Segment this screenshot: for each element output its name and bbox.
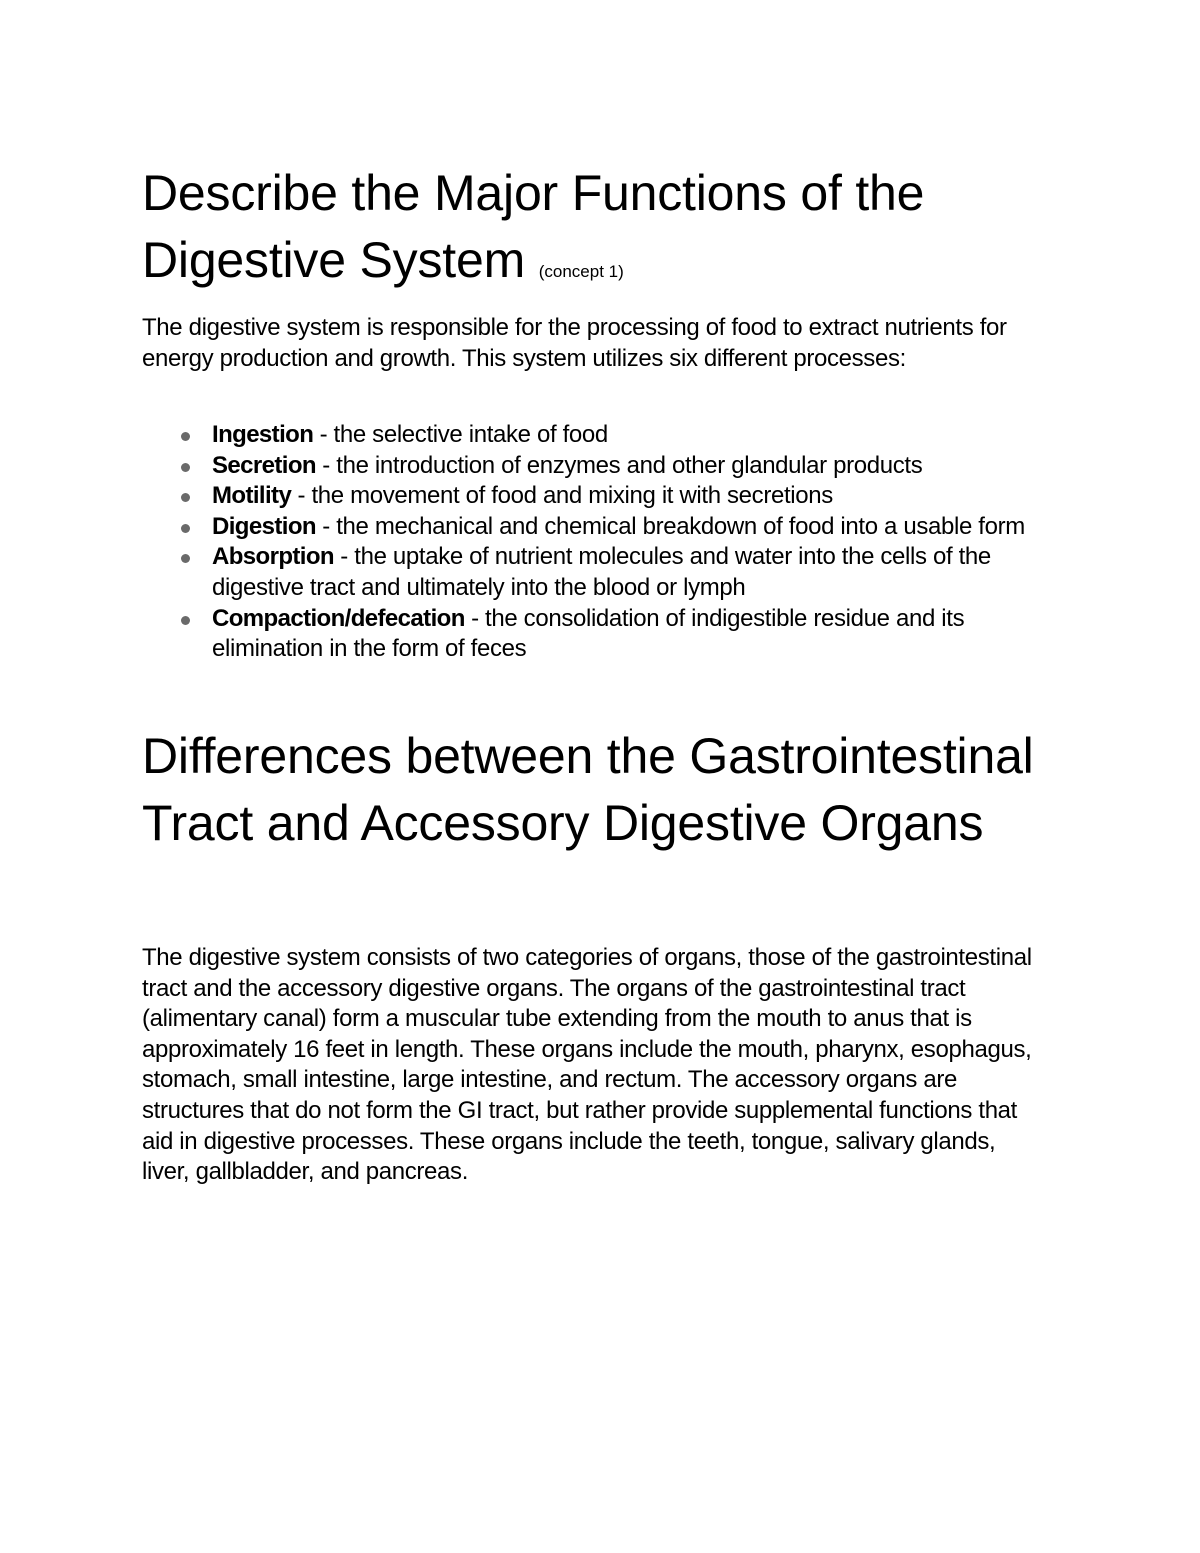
process-description: the mechanical and chemical breakdown of food into a usable form [336, 512, 1025, 540]
list-item-secretion [142, 451, 1052, 482]
bullet-icon [181, 463, 190, 472]
process-description: the consolidation of indigestible residue and its elimination in the form of feces [212, 604, 965, 663]
process-description: the uptake of nutrient molecules and water into the cells of the digestive tract and ultimately into the blood or lymph [212, 543, 991, 601]
section-heading-gi-vs-accessory: Differences between the Gastrointestinal Tract and Accessory Digestive Organs [142, 728, 1034, 851]
list-item-compaction-defecation [142, 604, 1052, 665]
process-term: Absorption [212, 543, 334, 571]
separator: - [464, 604, 486, 632]
bullet-icon [181, 616, 190, 625]
separator: - [313, 421, 334, 448]
list-item-motility [142, 481, 1052, 512]
bullet-icon [181, 432, 190, 441]
process-term: Secretion [212, 451, 316, 479]
intro-paragraph: The digestive system is responsible for the processing of food to extract nutrients for energy production and growth. This system utilizes six different processes: [142, 314, 1007, 372]
process-list [142, 420, 1052, 665]
list-item-ingestion [142, 420, 1052, 451]
separator: - [315, 512, 337, 540]
heading-line-1: Describe the Major Functions of the [142, 165, 925, 221]
separator: - [291, 482, 312, 510]
process-term: Digestion [212, 512, 316, 540]
bullet-icon [181, 493, 190, 502]
separator: - [333, 543, 355, 571]
heading-line-2: Digestive System [142, 232, 526, 288]
process-term: Compaction/defecation [212, 604, 465, 632]
gi-accessory-paragraph: The digestive system consists of two categories of organs, those of the gastrointestinal tract and the accessory digestive organs. The organs of the gastrointestinal tract (alimentary canal) form a muscular tube extending from the mouth to anus that is approximately 16 feet in length. These organs include the mouth, pharynx, esophagus, stomach, small intestine, large intestine, and rectum. The accessory organs are structures that do not form the GI tract, but rather provide supplemental functions that aid in digestive processes. These organs include the teeth, tongue, salivary glands, liver, gallbladder, and pancreas. [142, 944, 1032, 1186]
bullet-icon [181, 524, 190, 533]
process-term: Ingestion [212, 421, 314, 448]
process-description: the introduction of enzymes and other glandular products [336, 451, 923, 479]
process-term: Motility [212, 482, 292, 510]
list-item-absorption [142, 542, 1052, 603]
list-item-digestion [142, 512, 1052, 543]
process-description: the selective intake of food [333, 421, 608, 448]
bullet-icon [181, 554, 190, 563]
concept-note: (concept 1) [538, 262, 624, 281]
separator: - [315, 451, 337, 479]
process-description: the movement of food and mixing it with secretions [311, 482, 833, 510]
section-heading-major-functions [142, 160, 1062, 305]
